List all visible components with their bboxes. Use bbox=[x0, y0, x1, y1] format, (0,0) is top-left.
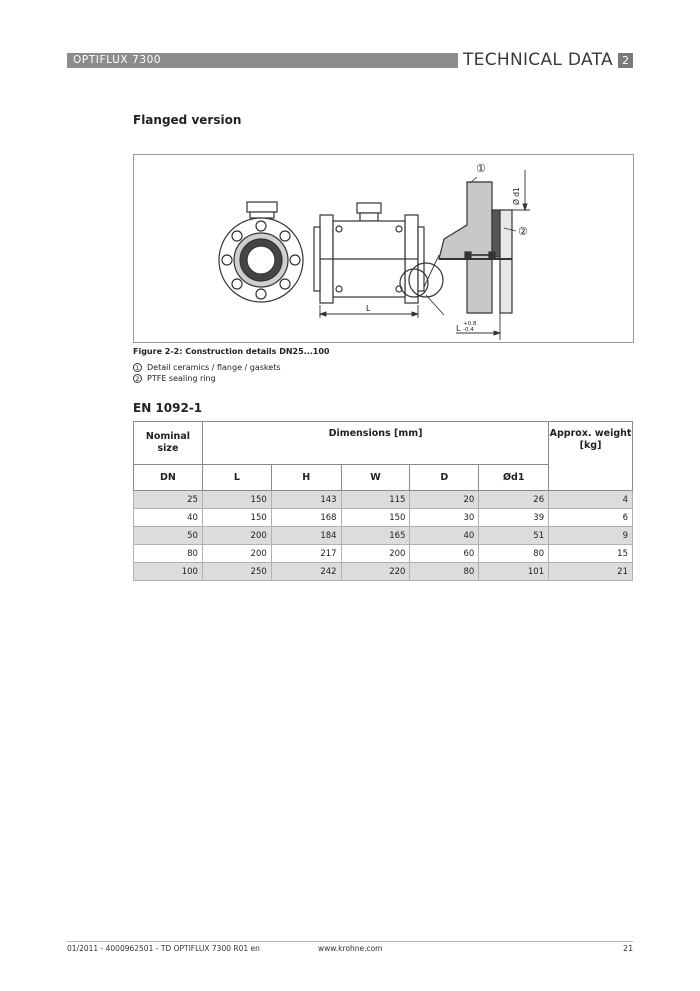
tolerance-lower: -0.4 bbox=[463, 327, 474, 333]
table-cell: 200 bbox=[341, 545, 410, 563]
table-cell: 168 bbox=[271, 509, 341, 527]
table-cell: 101 bbox=[479, 563, 549, 581]
table-cell: 143 bbox=[271, 491, 341, 509]
table-cell: 25 bbox=[134, 491, 203, 509]
table-cell: 250 bbox=[202, 563, 271, 581]
legend-text: Detail ceramics / flange / gaskets bbox=[147, 363, 281, 372]
table-cell: 6 bbox=[549, 509, 633, 527]
table-cell: 150 bbox=[202, 491, 271, 509]
construction-drawing bbox=[134, 155, 633, 342]
table-cell: 26 bbox=[479, 491, 549, 509]
column-header: DN bbox=[134, 465, 203, 491]
column-header: Ød1 bbox=[479, 465, 549, 491]
column-header: D bbox=[410, 465, 479, 491]
tolerance-l-label: L bbox=[456, 324, 461, 333]
footer-docref: 01/2011 - 4000962501 - TD OPTIFLUX 7300 R01 en bbox=[67, 944, 260, 953]
table-cell: 51 bbox=[479, 527, 549, 545]
callout-1: ① bbox=[476, 162, 486, 175]
table-row bbox=[134, 509, 633, 527]
table-row bbox=[134, 527, 633, 545]
table-cell: 50 bbox=[134, 527, 203, 545]
table-cell: 30 bbox=[410, 509, 479, 527]
legend-number: 2 bbox=[133, 374, 142, 383]
chapter-title: TECHNICAL DATA bbox=[463, 50, 613, 70]
header-dimensions: Dimensions [mm] bbox=[202, 422, 548, 465]
column-header: W bbox=[341, 465, 410, 491]
table-cell: 217 bbox=[271, 545, 341, 563]
table-cell: 9 bbox=[549, 527, 633, 545]
legend-item bbox=[133, 373, 281, 384]
standard-title: EN 1092-1 bbox=[133, 401, 203, 415]
legend-item bbox=[133, 362, 281, 373]
table-row bbox=[134, 491, 633, 509]
length-label: L bbox=[366, 304, 371, 313]
figure-caption: Figure 2-2: Construction details DN25...100 bbox=[133, 347, 330, 356]
table-row bbox=[134, 563, 633, 581]
table-cell: 40 bbox=[410, 527, 479, 545]
footer-divider bbox=[67, 941, 633, 942]
column-header: H bbox=[271, 465, 341, 491]
detail-connector bbox=[424, 255, 444, 315]
table-cell: 80 bbox=[479, 545, 549, 563]
legend-text: PTFE sealing ring bbox=[147, 374, 216, 383]
column-header: L bbox=[202, 465, 271, 491]
table-cell: 184 bbox=[271, 527, 341, 545]
table-cell: 20 bbox=[410, 491, 479, 509]
legend-number: 1 bbox=[133, 363, 142, 372]
table-cell: 15 bbox=[549, 545, 633, 563]
diameter-label: Ø d1 bbox=[512, 187, 521, 205]
table-cell: 200 bbox=[202, 527, 271, 545]
table-cell: 80 bbox=[410, 563, 479, 581]
table-cell: 80 bbox=[134, 545, 203, 563]
tolerance-upper: +0.8 bbox=[463, 321, 477, 327]
table-cell: 165 bbox=[341, 527, 410, 545]
table-row bbox=[134, 545, 633, 563]
table-cell: 60 bbox=[410, 545, 479, 563]
table-cell: 200 bbox=[202, 545, 271, 563]
table-cell: 150 bbox=[202, 509, 271, 527]
table-cell: 39 bbox=[479, 509, 549, 527]
header-nominal-size: Nominal size bbox=[134, 422, 203, 465]
page-number: 21 bbox=[623, 944, 634, 953]
dimensions-table bbox=[133, 421, 633, 581]
table-cell: 40 bbox=[134, 509, 203, 527]
flange-front-view bbox=[219, 202, 303, 302]
figure-legend bbox=[133, 362, 281, 384]
product-name: OPTIFLUX 7300 bbox=[73, 54, 162, 66]
table-cell: 21 bbox=[549, 563, 633, 581]
footer-website[interactable]: www.krohne.com bbox=[318, 944, 383, 953]
header-weight: Approx. weight [kg] bbox=[549, 422, 633, 491]
chapter-number: 2 bbox=[618, 53, 633, 68]
callout-2: ② bbox=[518, 225, 528, 238]
table-cell: 4 bbox=[549, 491, 633, 509]
table-cell: 150 bbox=[341, 509, 410, 527]
construction-figure bbox=[133, 154, 634, 343]
table-cell: 242 bbox=[271, 563, 341, 581]
table-cell: 100 bbox=[134, 563, 203, 581]
table-cell: 220 bbox=[341, 563, 410, 581]
section-title: Flanged version bbox=[133, 113, 242, 127]
table-cell: 115 bbox=[341, 491, 410, 509]
